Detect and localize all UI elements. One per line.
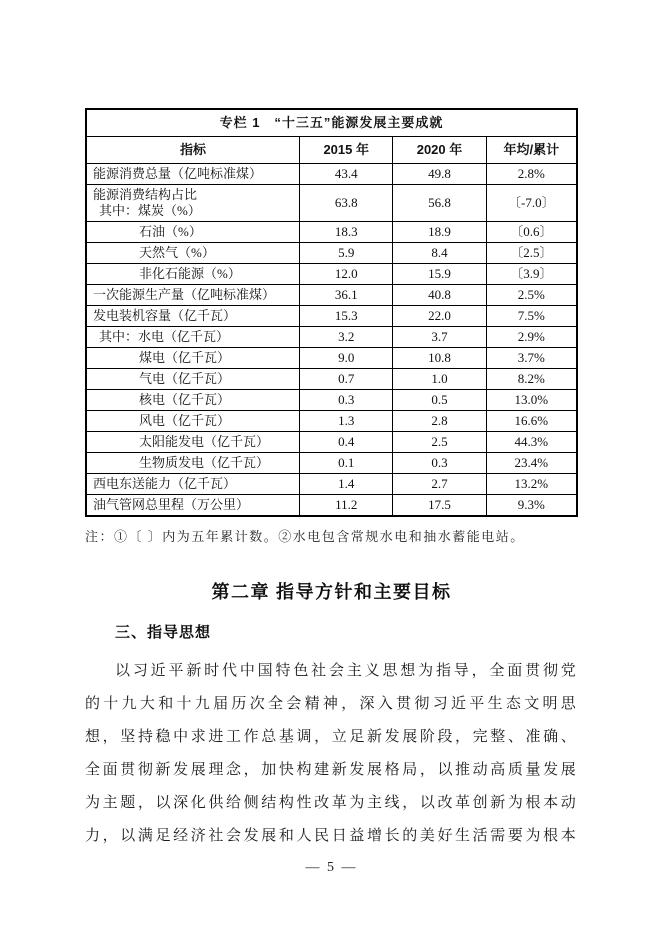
column-header-avg: 年均/累计 [486,137,577,164]
table-row [86,432,577,453]
indicator-cell: 核电（亿千瓦） [86,390,300,411]
achievements-table [85,108,578,517]
value-cell: 2.5 [393,432,486,453]
value-cell: 23.4% [486,453,577,474]
value-cell: 12.0 [300,264,393,285]
value-cell: 〔0.6〕 [486,222,577,243]
value-cell: 16.6% [486,411,577,432]
value-cell: 9.3% [486,495,577,517]
body-paragraph [85,655,578,853]
table-row [86,495,577,517]
indicator-cell: 煤电（亿千瓦） [86,348,300,369]
indicator-cell: 西电东送能力（亿千瓦） [86,474,300,495]
column-header-2020: 2020 年 [393,137,486,164]
value-cell: 56.8 [393,185,486,222]
table-row [86,243,577,264]
table-title-row [86,109,577,137]
body-line: 以习近平新时代中国特色社会主义思想为指导，全面贯彻党 [115,663,578,679]
value-cell: 15.3 [300,306,393,327]
indicator-cell [86,185,300,222]
column-header-indicator: 指标 [86,137,300,164]
table-row [86,348,577,369]
value-cell: 〔-7.0〕 [486,185,577,222]
table-row [86,185,577,222]
value-cell: 15.9 [393,264,486,285]
indicator-line2: 其中：煤炭（%） [99,203,201,218]
page-number: — 5 — [305,860,358,875]
value-cell: 0.7 [300,369,393,390]
value-cell: 10.8 [393,348,486,369]
table-row [86,474,577,495]
value-cell: 0.1 [300,453,393,474]
table-row [86,164,577,185]
value-cell: 18.3 [300,222,393,243]
value-cell: 36.1 [300,285,393,306]
value-cell: 40.8 [393,285,486,306]
value-cell: 13.2% [486,474,577,495]
value-cell: 〔3.9〕 [486,264,577,285]
page-content [85,108,578,876]
value-cell: 3.7 [393,327,486,348]
table-row [86,369,577,390]
table-row [86,327,577,348]
indicator-cell: 一次能源生产量（亿吨标准煤） [86,285,300,306]
value-cell: 2.8 [393,411,486,432]
value-cell: 7.5% [486,306,577,327]
indicator-cell: 能源消费总量（亿吨标准煤） [86,164,300,185]
indicator-line1: 能源消费结构占比 [93,187,198,202]
table-row [86,390,577,411]
value-cell: 0.3 [393,453,486,474]
value-cell: 9.0 [300,348,393,369]
value-cell: 18.9 [393,222,486,243]
value-cell: 49.8 [393,164,486,185]
value-cell: 0.4 [300,432,393,453]
value-cell: 2.9% [486,327,577,348]
value-cell: 3.2 [300,327,393,348]
value-cell: 8.4 [393,243,486,264]
value-cell: 43.4 [300,164,393,185]
value-cell: 17.5 [393,495,486,517]
table-title: 专栏 1 “十三五”能源发展主要成就 [86,109,577,137]
value-cell: 1.0 [393,369,486,390]
chapter-title: 第二章 指导方针和主要目标 [211,582,452,602]
body-line: 为主题，以深化供给侧结构性改革为主线，以改革创新为根本动 [85,795,578,811]
table-body [86,164,577,517]
value-cell: 2.5% [486,285,577,306]
value-cell: 8.2% [486,369,577,390]
body-line: 全面贯彻新发展理念，加快构建新发展格局，以推动高质量发展 [85,762,578,778]
value-cell: 2.7 [393,474,486,495]
indicator-cell: 生物质发电（亿千瓦） [86,453,300,474]
value-cell: 22.0 [393,306,486,327]
value-cell: 5.9 [300,243,393,264]
indicator-cell: 太阳能发电（亿千瓦） [86,432,300,453]
table-row [86,453,577,474]
value-cell: 〔2.5〕 [486,243,577,264]
value-cell: 11.2 [300,495,393,517]
table-row [86,306,577,327]
table-row [86,285,577,306]
section-title: 三、指导思想 [115,624,212,641]
indicator-cell: 油气管网总里程（万公里） [86,495,300,517]
table-head [86,109,577,164]
value-cell: 1.3 [300,411,393,432]
indicator-cell: 发电装机容量（亿千瓦） [86,306,300,327]
value-cell: 2.8% [486,164,577,185]
table-row [86,222,577,243]
indicator-cell: 气电（亿千瓦） [86,369,300,390]
indicator-cell: 风电（亿千瓦） [86,411,300,432]
body-line: 的十九大和十九届历次全会精神，深入贯彻习近平生态文明思 [85,696,578,712]
value-cell: 3.7% [486,348,577,369]
value-cell: 44.3% [486,432,577,453]
indicator-cell: 非化石能源（%） [86,264,300,285]
indicator-cell: 其中：水电（亿千瓦） [86,327,300,348]
body-line: 想，坚持稳中求进工作总基调，立足新发展阶段，完整、准确、 [85,729,578,745]
table-row [86,411,577,432]
table-note: 注：①〔 〕内为五年累计数。②水电包含常规水电和抽水蓄能电站。 [85,529,525,544]
value-cell: 0.5 [393,390,486,411]
value-cell: 63.8 [300,185,393,222]
table-header-row [86,137,577,164]
column-header-2015: 2015 年 [300,137,393,164]
indicator-cell: 石油（%） [86,222,300,243]
table-row [86,264,577,285]
body-line: 力，以满足经济社会发展和人民日益增长的美好生活需要为根本 [85,828,578,844]
indicator-cell: 天然气（%） [86,243,300,264]
value-cell: 13.0% [486,390,577,411]
value-cell: 0.3 [300,390,393,411]
value-cell: 1.4 [300,474,393,495]
